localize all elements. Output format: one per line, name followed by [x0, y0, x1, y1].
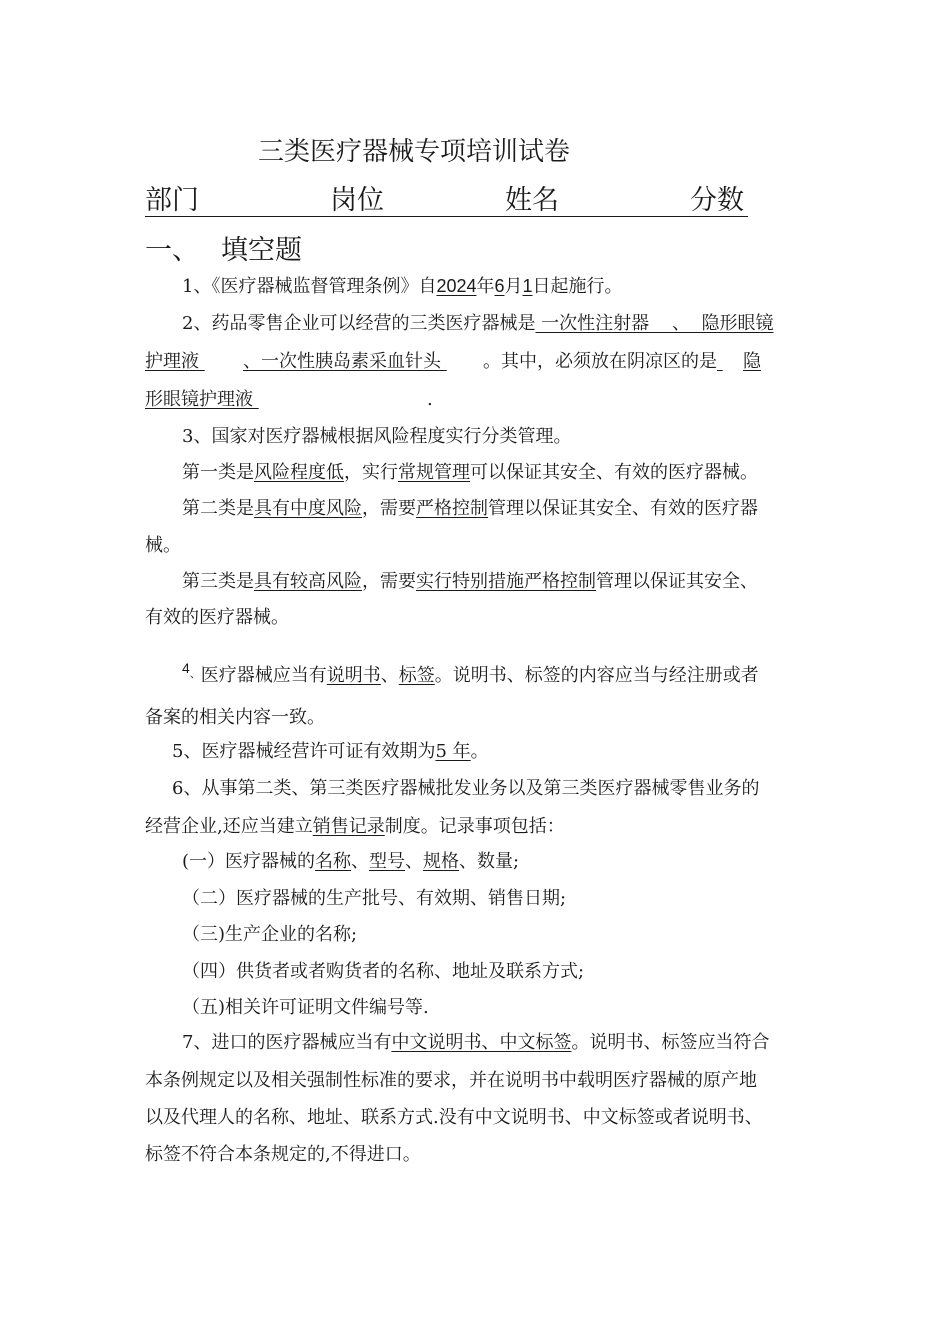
- name-label: 姓名: [505, 185, 559, 216]
- q7-text-2: 。说明书、标签应当符合: [571, 1032, 770, 1053]
- q1-text-end: 日起施行。: [532, 276, 623, 297]
- question-6-line-1: 6、从事第二类、第三类医疗器械批发业务以及第三类医疗器械零售业务的: [172, 778, 760, 799]
- q3-c3-answer-2: 实行特别措施严格控制: [416, 571, 596, 592]
- q4-answer-2: 标签: [398, 665, 435, 686]
- q3-c2-answer-1: 具有中度风险: [254, 498, 362, 519]
- q4-answer-1: 说明书: [326, 665, 381, 686]
- question-6-item-3: （三)生产企业的名称;: [182, 924, 358, 945]
- q7-answer: 中文说明书、中文标签: [391, 1032, 572, 1053]
- page-title: 三类医疗器械专项培训试卷: [258, 137, 571, 167]
- question-7-line-3: 以及代理人的名称、地址、联系方式.没有中文说明书、中文标签或者说明书、: [145, 1107, 763, 1128]
- q1-month: 6: [494, 276, 505, 296]
- q3-c2-text-3: 管理以保证其安全、有效的医疗器: [488, 498, 758, 519]
- q6-i1-text: (一）医疗器械的: [182, 851, 316, 872]
- q5-text: 5、医疗器械经营许可证有效期为: [172, 741, 436, 762]
- q6-answer: 销售记录: [312, 816, 385, 837]
- q3-c1-text: 第一类是: [182, 462, 254, 483]
- q5-answer: 5 年: [435, 741, 471, 762]
- q7-text: 7、进口的医疗器械应当有: [182, 1032, 392, 1053]
- q3-c3-text: 第三类是: [182, 571, 254, 592]
- dept-label: 部门: [145, 185, 199, 216]
- question-7-line-4: 标签不符合本条规定的,不得进口。: [145, 1144, 421, 1165]
- q6-i1-answer-3: 规格: [423, 851, 460, 872]
- q1-year: 2024: [436, 276, 477, 296]
- question-3-class-3-cont: 有效的医疗器械。: [145, 607, 289, 628]
- q1-day: 1: [522, 276, 533, 296]
- q6-text-2: 制度。记录事项包括：: [384, 816, 565, 837]
- question-3-class-1: [182, 461, 758, 485]
- question-7-line-1: [182, 1031, 769, 1055]
- q4-number: 4: [182, 660, 190, 676]
- section-number: 一、: [145, 235, 199, 266]
- q2-period: .: [427, 389, 433, 410]
- question-6-item-1: [182, 850, 519, 874]
- q2-text-2: 。其中，必须放在阴凉区的是: [483, 351, 717, 372]
- q1-text: 1、《医疗器械监督管理条例》自: [182, 276, 437, 297]
- q3-c2-text: 第二类是: [182, 498, 254, 519]
- question-2-line-3: [145, 388, 433, 412]
- q3-c1-answer-1: 风险程度低: [254, 462, 344, 483]
- question-6-line-2: [145, 815, 565, 839]
- q6-i1-answer-1: 名称: [315, 851, 352, 872]
- q2-answer-3-cont: 形眼镜护理液: [145, 389, 253, 410]
- q6-i1-answer-2: 型号: [369, 851, 406, 872]
- q3-c2-answer-2: 严格控制: [416, 498, 488, 519]
- q2-answer-1-cont: 护理液: [145, 351, 199, 372]
- q6-i1-end: 、数量;: [459, 851, 520, 872]
- q3-c1-answer-2: 常规管理: [398, 462, 470, 483]
- question-6-item-2: （二）医疗器械的生产批号、有效期、销售日期;: [182, 888, 567, 909]
- q4-text-2: 。说明书、标签的内容应当与经注册或者: [434, 665, 759, 686]
- question-6-item-5: （五)相关许可证明文件编号等.: [182, 997, 429, 1018]
- q1-text-month: 月: [504, 276, 523, 297]
- section-title: 填空题: [221, 235, 302, 266]
- question-3-class-2-cont: 械。: [145, 535, 181, 556]
- q3-c1-text-3: 可以保证其安全、有效的医疗器械。: [470, 462, 758, 483]
- question-4-cont: 备案的相关内容一致。: [145, 707, 325, 728]
- section-heading: [145, 234, 302, 268]
- q5-end: 。: [470, 741, 489, 762]
- q2-answer-1: 一次性注射器 、 隐形眼镜: [535, 313, 774, 334]
- q4-separator: 、: [189, 667, 201, 680]
- q4-sep-2: 、: [380, 665, 399, 686]
- q3-c1-text-2: ，实行: [344, 462, 398, 483]
- question-3-class-2: [182, 497, 758, 521]
- question-4: [182, 656, 759, 688]
- question-2-line-1: [182, 312, 774, 336]
- q6-i1-sep: 、: [351, 851, 370, 872]
- q2-answer-3: 隐: [743, 351, 761, 372]
- question-3-class-3: [182, 570, 758, 594]
- q1-text-year: 年: [476, 276, 495, 297]
- q3-c3-text-3: 管理以保证其安全、: [596, 571, 758, 592]
- q3-c2-text-2: ，需要: [362, 498, 416, 519]
- q3-c3-answer-1: 具有较高风险: [254, 571, 362, 592]
- q3-c3-text-2: ，需要: [362, 571, 416, 592]
- q2-answer-2: 、一次性胰岛素采血针头: [243, 351, 441, 372]
- question-1: [182, 274, 623, 299]
- q6-i1-sep-2: 、: [405, 851, 424, 872]
- question-7-line-2: 本条例规定以及相关强制性标准的要求，并在说明书中载明医疗器械的原产地: [145, 1070, 757, 1091]
- header-underline: [145, 216, 748, 217]
- post-label: 岗位: [330, 185, 384, 216]
- question-3-intro: 3、国家对医疗器械根据风险程度实行分类管理。: [182, 426, 572, 447]
- q2-text: 2、药品零售企业可以经营的三类医疗器械是: [182, 313, 536, 334]
- question-2-line-2: [145, 350, 761, 374]
- question-6-item-4: （四）供货者或者购货者的名称、地址及联系方式;: [182, 961, 585, 982]
- q4-text: 医疗器械应当有: [200, 665, 327, 686]
- score-label: 分数: [690, 185, 744, 216]
- q6-text: 经营企业,还应当建立: [145, 816, 313, 837]
- question-5: [172, 740, 489, 764]
